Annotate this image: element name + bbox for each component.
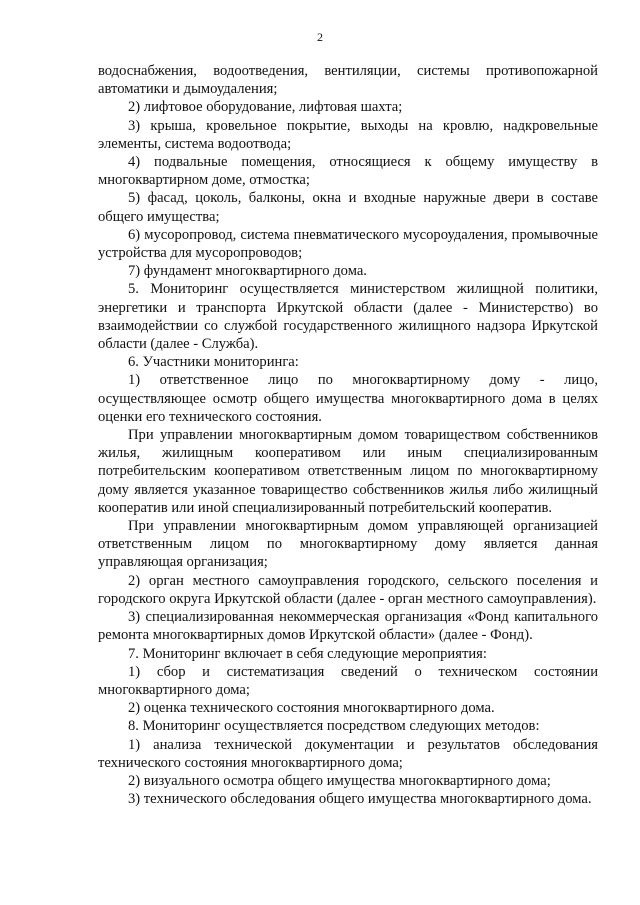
list-item-responsible-person: 1) ответственное лицо по многоквартирному дому - лицо, осуществляющее осмотр общего имущества многоквартирного дома в целях оценки его технического состояния.: [98, 372, 598, 425]
clause-7-heading: 7. Мониторинг включает в себя следующие мероприятия:: [128, 645, 487, 662]
list-item-document-analysis: 1) анализа технической документации и результатов обследования технического состояния многоквартирного дома;: [98, 736, 598, 771]
list-item-facade: 5) фасад, цоколь, балконы, окна и входные наружные двери в составе общего имущества;: [98, 190, 598, 225]
paragraph-hoa-management: При управлении многоквартирным домом товариществом собственников жилья, жилищным кооперативом или иным специализированным потребительским кооперативом ответственным лицом по многоквартирному дому является указанное товарищество собственников жилья либо жилищный кооператив или иной специализированный потребительский кооператив.: [98, 427, 598, 516]
list-item-basement: 4) подвальные помещения, относящиеся к общему имуществу в многоквартирном доме, отмостка;: [98, 154, 598, 189]
paragraph-continuation: водоснабжения, водоотведения, вентиляции, системы противопожарной автоматики и дымоудаления;: [98, 63, 598, 98]
list-item-visual-inspection: 2) визуального осмотра общего имущества многоквартирного дома;: [128, 772, 551, 789]
document-body: [98, 62, 598, 808]
list-item-elevator: 2) лифтовое оборудование, лифтовая шахта;: [128, 99, 403, 116]
page-number: 2: [317, 30, 323, 44]
list-item-foundation: 7) фундамент многоквартирного дома.: [128, 263, 367, 280]
clause-8-heading: 8. Мониторинг осуществляется посредством следующих методов:: [128, 718, 540, 735]
clause-5: 5. Мониторинг осуществляется министерством жилищной политики, энергетики и транспорта Иркутской области (далее - Министерство) во взаимодействии со службой государственного жилищного надзора Иркутской области (далее - Служба).: [98, 281, 598, 353]
list-item-technical-survey: 3) технического обследования общего имущества многоквартирного дома.: [128, 791, 592, 808]
clause-6-heading: 6. Участники мониторинга:: [128, 354, 299, 371]
list-item-fund: 3) специализированная некоммерческая организация «Фонд капитального ремонта многоквартирных домов Иркутской области» (далее - Фонд).: [98, 609, 598, 644]
list-item-local-government: 2) орган местного самоуправления городского, сельского поселения и городского округа Иркутской области (далее - орган местного самоуправления).: [98, 572, 598, 607]
paragraph-management-company: При управлении многоквартирным домом управляющей организацией ответственным лицом по многоквартирному дому является данная управляющая организация;: [98, 518, 598, 571]
list-item-assessment: 2) оценка технического состояния многоквартирного дома.: [128, 700, 495, 717]
list-item-data-collection: 1) сбор и систематизация сведений о техническом состоянии многоквартирного дома;: [98, 663, 598, 698]
list-item-roof: 3) крыша, кровельное покрытие, выходы на кровлю, надкровельные элементы, система водоотвода;: [98, 117, 598, 152]
list-item-garbage-chute: 6) мусоропровод, система пневматического мусороудаления, промывочные устройства для мусоропроводов;: [98, 226, 598, 262]
